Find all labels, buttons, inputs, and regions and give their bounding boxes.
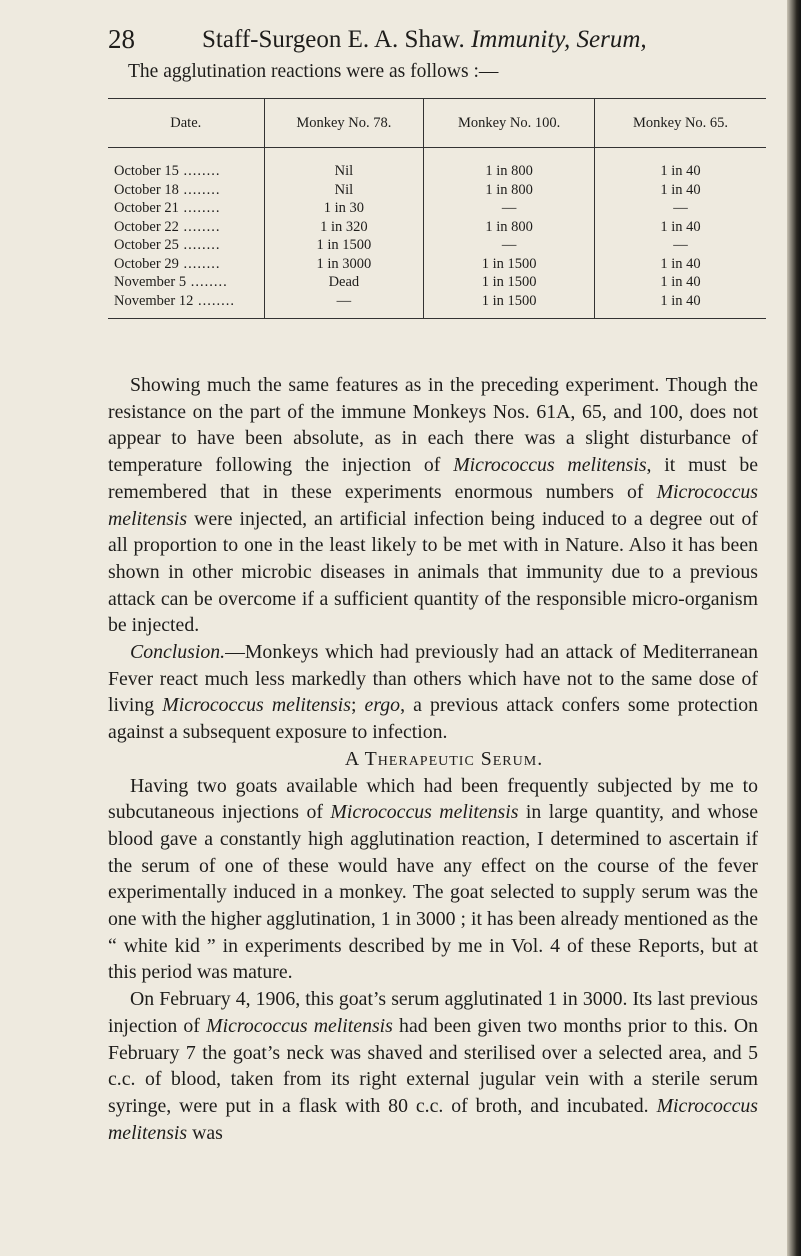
monkey-65-cell: 1 in 40 <box>595 148 766 181</box>
leader-dots: ........ <box>193 292 235 309</box>
col-date: Date. <box>108 99 264 148</box>
date-cell: October 18 ........ <box>114 181 221 198</box>
monkey-78-cell: 1 in 1500 <box>264 236 424 255</box>
leader-dots: ........ <box>178 163 221 179</box>
monkey-65-cell: 1 in 40 <box>595 218 766 237</box>
monkey-100-cell: 1 in 1500 <box>424 255 595 274</box>
section-heading: A Therapeutic Serum. <box>344 747 544 770</box>
table-row <box>108 199 766 218</box>
date-cell: November 5 ........ <box>114 274 228 290</box>
table-row <box>108 218 766 237</box>
paragraph-serum-collection: On February 4, 1906, this goat’s serum agglutinated 1 in 3000. Its last previous injection of Micrococcus melitensis had been given two months prior to this. On February 7 the goat’s neck was shaved and sterilised over a selected area, and 5 c.c. of blood, taken from its right external jugular vein with a sterile serum syringe, were put in a flask with 80 c.c. of broth, and incubated. Micrococcus melitensis was <box>108 988 758 1144</box>
monkey-78-cell: 1 in 3000 <box>264 255 424 274</box>
date-cell: November 12 ........ <box>108 292 264 319</box>
table-intro: The agglutination reactions were as follows :— <box>128 61 499 82</box>
monkey-65-cell: — <box>595 199 766 218</box>
monkey-78-cell: 1 in 320 <box>264 218 424 237</box>
date-cell: October 15 ........ <box>114 163 221 179</box>
agglutination-table <box>108 98 766 319</box>
leader-dots: ........ <box>178 255 221 272</box>
monkey-78-cell: 1 in 30 <box>264 199 424 218</box>
body-text <box>108 372 758 1146</box>
col-monkey-78: Monkey No. 78. <box>264 99 424 148</box>
page-number: 28 <box>108 24 135 54</box>
table-header-row <box>108 99 766 148</box>
monkey-65-cell: 1 in 40 <box>595 255 766 274</box>
monkey-100-cell: — <box>424 199 595 218</box>
table-row <box>108 148 766 181</box>
paragraph-serum-goats: Having two goats available which had been frequently subjected by me to subcutaneous injections of Micrococcus melitensis in large quantity, and whose blood gave a constantly high agglutination reaction, I determined to ascertain if the serum of one of these would have any effect on the course of the fever experimentally induced in a monkey. The goat selected to supply serum was the one with the higher agglutination, 1 in 3000 ; it has been already mentioned as the “ white kid ” in experiments described by me in Vol. 4 of these Reports, but at this period was mature. <box>108 774 758 984</box>
table-row <box>108 255 766 274</box>
monkey-100-cell: 1 in 800 <box>424 218 595 237</box>
monkey-65-cell: 1 in 40 <box>595 181 766 200</box>
table-row <box>108 236 766 255</box>
monkey-78-cell: Nil <box>264 181 424 200</box>
conclusion-label: Conclusion. <box>130 641 226 664</box>
header-title: Immunity, Serum, <box>470 26 647 53</box>
date-cell: October 29 ........ <box>114 255 221 272</box>
leader-dots: ........ <box>178 181 221 198</box>
date-cell: October 21 ........ <box>114 200 221 216</box>
col-monkey-65: Monkey No. 65. <box>595 99 766 148</box>
monkey-100-cell: — <box>424 236 595 255</box>
monkey-78-cell: Dead <box>264 273 424 292</box>
paragraph-conclusion: Conclusion.—Monkeys which had previously had an attack of Mediterranean Fever react much less markedly than others which have not to the same dose of living Micrococcus melitensis; ergo, a previous attack confers some protection against a subsequent exposure to infection. <box>108 641 758 744</box>
monkey-65-cell: 1 in 40 <box>595 273 766 292</box>
page-edge-shadow <box>787 0 801 1256</box>
monkey-100-cell: 1 in 800 <box>424 181 595 200</box>
table-row <box>108 273 766 292</box>
leader-dots: ........ <box>178 218 221 235</box>
table-row <box>108 181 766 200</box>
col-monkey-100: Monkey No. 100. <box>424 99 595 148</box>
monkey-100-cell: 1 in 1500 <box>424 292 595 319</box>
monkey-100-cell: 1 in 800 <box>424 148 595 181</box>
header-author: Staff-Surgeon E. A. Shaw. <box>202 26 465 53</box>
monkey-65-cell: — <box>595 236 766 255</box>
monkey-100-cell: 1 in 1500 <box>424 273 595 292</box>
monkey-78-cell: — <box>264 292 424 319</box>
date-cell: October 22 ........ <box>114 218 221 235</box>
running-title <box>202 26 647 54</box>
leader-dots: ........ <box>178 200 221 216</box>
leader-dots: ........ <box>178 237 221 253</box>
table-row <box>108 292 766 319</box>
paragraph-results: Showing much the same features as in the preceding experiment. Though the resistance on the part of the immune Monkeys Nos. 61A, 65, and 100, does not appear to have been absolute, as in each there was a slight disturbance of temperature following the injection of Micrococcus melitensis, it must be remembered that in these experiments enormous numbers of Micrococcus melitensis were injected, an artificial infection being induced to a degree out of all proportion to one in the least likely to be met with in Nature. Also it has been shown in other microbic diseases in animals that immunity due to a previous attack can be overcome if a sufficient quantity of the responsible micro-organism be injected. <box>108 374 758 637</box>
leader-dots: ........ <box>186 274 228 290</box>
monkey-78-cell: Nil <box>264 148 424 181</box>
monkey-65-cell: 1 in 40 <box>595 292 766 319</box>
date-cell: October 25 ........ <box>114 237 221 253</box>
